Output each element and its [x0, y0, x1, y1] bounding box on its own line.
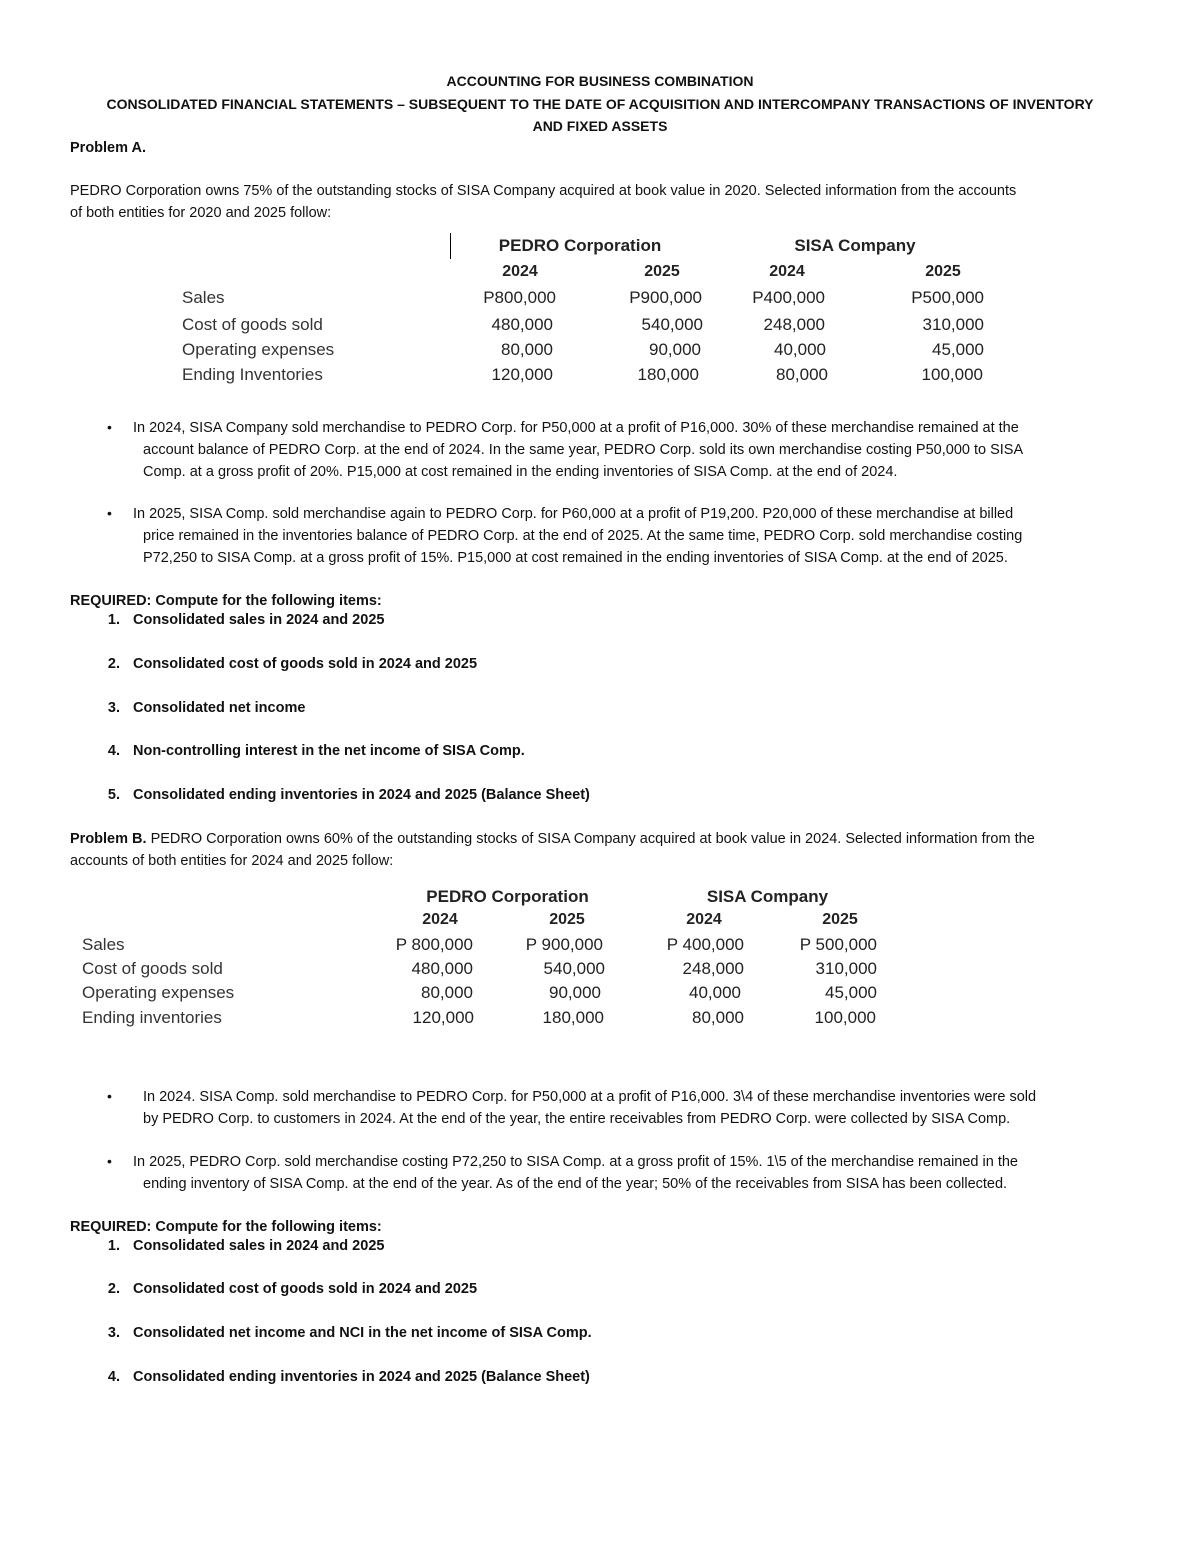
required-item: Consolidated net income — [133, 700, 306, 716]
table-a-row-label: Ending Inventories — [182, 365, 323, 384]
bullet-icon: • — [107, 1088, 112, 1104]
table-b-cell: P 400,000 — [666, 935, 744, 954]
table-divider — [450, 233, 451, 259]
table-a-cell: 45,000 — [932, 340, 984, 359]
bullet-icon: • — [107, 505, 112, 521]
table-b-cell: 45,000 — [825, 983, 877, 1002]
document-title: ACCOUNTING FOR BUSINESS COMBINATION — [446, 73, 754, 89]
table-b-cell: P 800,000 — [395, 935, 473, 954]
table-b-cell: 180,000 — [542, 1008, 604, 1027]
required-item: Consolidated ending inventories in 2024 and 2025 (Balance Sheet) — [133, 787, 590, 803]
table-b-cell: 540,000 — [543, 959, 605, 978]
required-number: 3. — [107, 700, 120, 716]
bullet-icon: • — [107, 419, 112, 435]
table-b-cell: 120,000 — [412, 1008, 474, 1027]
problem-a-bullet1-line2: account balance of PEDRO Corp. at the end of 2024. In the same year, PEDRO Corp. sold its own merchandise costing P50,000 to SISA — [143, 442, 1024, 458]
table-b-row-label: Operating expenses — [82, 983, 235, 1002]
table-b-year: 2025 — [822, 911, 858, 928]
table-b-row-label: Cost of goods sold — [82, 959, 223, 978]
problem-a-bullet1-line3: Comp. at a gross profit of 20%. P15,000 at cost remained in the ending inventories of SISA Comp. at the end of 2024. — [143, 464, 898, 480]
table-b-cell: P 500,000 — [799, 935, 877, 954]
required-number: 2. — [107, 656, 120, 672]
problem-b-bullet2-line2: ending inventory of SISA Comp. at the end of the year. As of the end of the year; 50% of the receivables from SISA has been collected. — [143, 1176, 1008, 1192]
table-b-row-label: Sales — [82, 935, 125, 954]
table-a-row-label: Sales — [182, 288, 225, 307]
table-a-row-label: Operating expenses — [182, 340, 335, 359]
problem-b-bullet2-line1: In 2025, PEDRO Corp. sold merchandise costing P72,250 to SISA Comp. at a gross profit of 15%. 1\5 of the merchandise remained in the — [133, 1154, 1018, 1170]
table-b-cell: 80,000 — [692, 1008, 744, 1027]
table-a-cell: 40,000 — [774, 340, 826, 359]
table-b-row-label: Ending inventories — [82, 1008, 222, 1027]
problem-a-intro-line2: of both entities for 2020 and 2025 follow: — [70, 205, 332, 221]
table-a-cell: P400,000 — [752, 288, 825, 307]
problem-a-bullet2-line2: price remained in the inventories balance of PEDRO Corp. at the end of 2025. At the same time, PEDRO Corp. sold merchandise costing — [143, 528, 1023, 544]
table-a-cell: 120,000 — [491, 365, 553, 384]
document-subtitle-cont: AND FIXED ASSETS — [532, 118, 668, 134]
required-number: 2. — [107, 1281, 120, 1297]
table-a-cell: 80,000 — [501, 340, 553, 359]
table-a-cell: 540,000 — [641, 315, 703, 334]
table-b-company-pedro: PEDRO Corporation — [426, 887, 589, 906]
table-b-cell: 80,000 — [421, 983, 473, 1002]
problem-a-required-label: REQUIRED: Compute for the following items: — [70, 593, 382, 609]
table-a-year: 2025 — [925, 263, 961, 280]
required-number: 1. — [107, 1238, 120, 1254]
table-b-cell: 480,000 — [411, 959, 473, 978]
problem-a-intro-line1: PEDRO Corporation owns 75% of the outstanding stocks of SISA Company acquired at book value in 2020. Selected information from the accounts — [70, 183, 1017, 199]
problem-b-bullet1-line2: by PEDRO Corp. to customers in 2024. At the end of the year, the entire receivables from PEDRO Corp. were collected by SISA Comp. — [143, 1111, 1011, 1127]
table-a-cell: P900,000 — [629, 288, 702, 307]
table-a-company-pedro: PEDRO Corporation — [498, 236, 662, 255]
required-number: 3. — [107, 1325, 120, 1341]
required-item: Consolidated sales in 2024 and 2025 — [133, 1238, 385, 1254]
table-a-year: 2025 — [644, 263, 680, 280]
required-number: 4. — [107, 743, 120, 759]
table-a-year: 2024 — [769, 263, 805, 280]
table-a-cell: 180,000 — [637, 365, 699, 384]
problem-a-bullet2-line1: In 2025, SISA Comp. sold merchandise again to PEDRO Corp. for P60,000 at a profit of P19,200. P20,000 of these merchandise at billed — [133, 506, 1014, 522]
table-a-cell: P500,000 — [911, 288, 984, 307]
table-b-cell: 90,000 — [549, 983, 601, 1002]
table-a-cell: 80,000 — [776, 365, 828, 384]
required-item: Non-controlling interest in the net income of SISA Comp. — [133, 743, 525, 759]
required-number: 4. — [107, 1369, 120, 1385]
table-b-year: 2024 — [422, 911, 458, 928]
document-subtitle: CONSOLIDATED FINANCIAL STATEMENTS – SUBSEQUENT TO THE DATE OF ACQUISITION AND INTERCOMPANY TRANSACTIONS OF INVENTORY — [106, 96, 1094, 112]
required-item: Consolidated sales in 2024 and 2025 — [133, 612, 385, 628]
required-item: Consolidated cost of goods sold in 2024 and 2025 — [133, 1281, 478, 1297]
problem-b-intro-line1 — [70, 828, 1035, 850]
required-item: Consolidated ending inventories in 2024 and 2025 (Balance Sheet) — [133, 1369, 590, 1385]
required-number: 5. — [107, 787, 120, 803]
table-b-cell: 40,000 — [689, 983, 741, 1002]
required-item: Consolidated net income and NCI in the net income of SISA Comp. — [133, 1325, 592, 1341]
required-item: Consolidated cost of goods sold in 2024 and 2025 — [133, 656, 478, 672]
table-a-cell: 310,000 — [922, 315, 984, 334]
problem-b-intro-text: PEDRO Corporation owns 60% of the outstanding stocks of SISA Company acquired at book value in 2024. Selected information from the — [146, 831, 1035, 847]
table-a-company-sisa: SISA Company — [794, 236, 916, 255]
table-a-cell: 248,000 — [763, 315, 825, 334]
table-a-cell: P800,000 — [483, 288, 556, 307]
problem-b-intro-line2: accounts of both entities for 2024 and 2025 follow: — [70, 853, 394, 869]
table-b-year: 2025 — [549, 911, 585, 928]
table-b-cell: 248,000 — [682, 959, 744, 978]
problem-b-heading: Problem B. — [70, 831, 147, 847]
problem-a-heading: Problem A. — [70, 140, 147, 156]
table-a-year: 2024 — [502, 263, 538, 280]
table-a-row-label: Cost of goods sold — [182, 315, 323, 334]
bullet-icon: • — [107, 1153, 112, 1169]
problem-b-bullet1-line1: In 2024. SISA Comp. sold merchandise to PEDRO Corp. for P50,000 at a profit of P16,000. 3\4 of these merchandise inventories were sold — [143, 1089, 1037, 1105]
problem-a-bullet2-line3: P72,250 to SISA Comp. at a gross profit of 15%. P15,000 at cost remained in the ending inventories of SISA Comp. at the end of 2025. — [143, 550, 1008, 566]
table-b-cell: 310,000 — [815, 959, 877, 978]
table-b-company-sisa: SISA Company — [706, 887, 829, 906]
table-b-cell: P 900,000 — [525, 935, 603, 954]
problem-a-bullet1-line1: In 2024, SISA Company sold merchandise to PEDRO Corp. for P50,000 at a profit of P16,000. 30% of these merchandise remained at the — [133, 420, 1019, 436]
table-a-cell: 100,000 — [921, 365, 983, 384]
required-number: 1. — [107, 612, 120, 628]
table-a-cell: 480,000 — [491, 315, 553, 334]
table-a-cell: 90,000 — [649, 340, 701, 359]
table-b-cell: 100,000 — [814, 1008, 876, 1027]
table-b-year: 2024 — [686, 911, 722, 928]
problem-b-required-label: REQUIRED: Compute for the following items: — [70, 1219, 382, 1235]
